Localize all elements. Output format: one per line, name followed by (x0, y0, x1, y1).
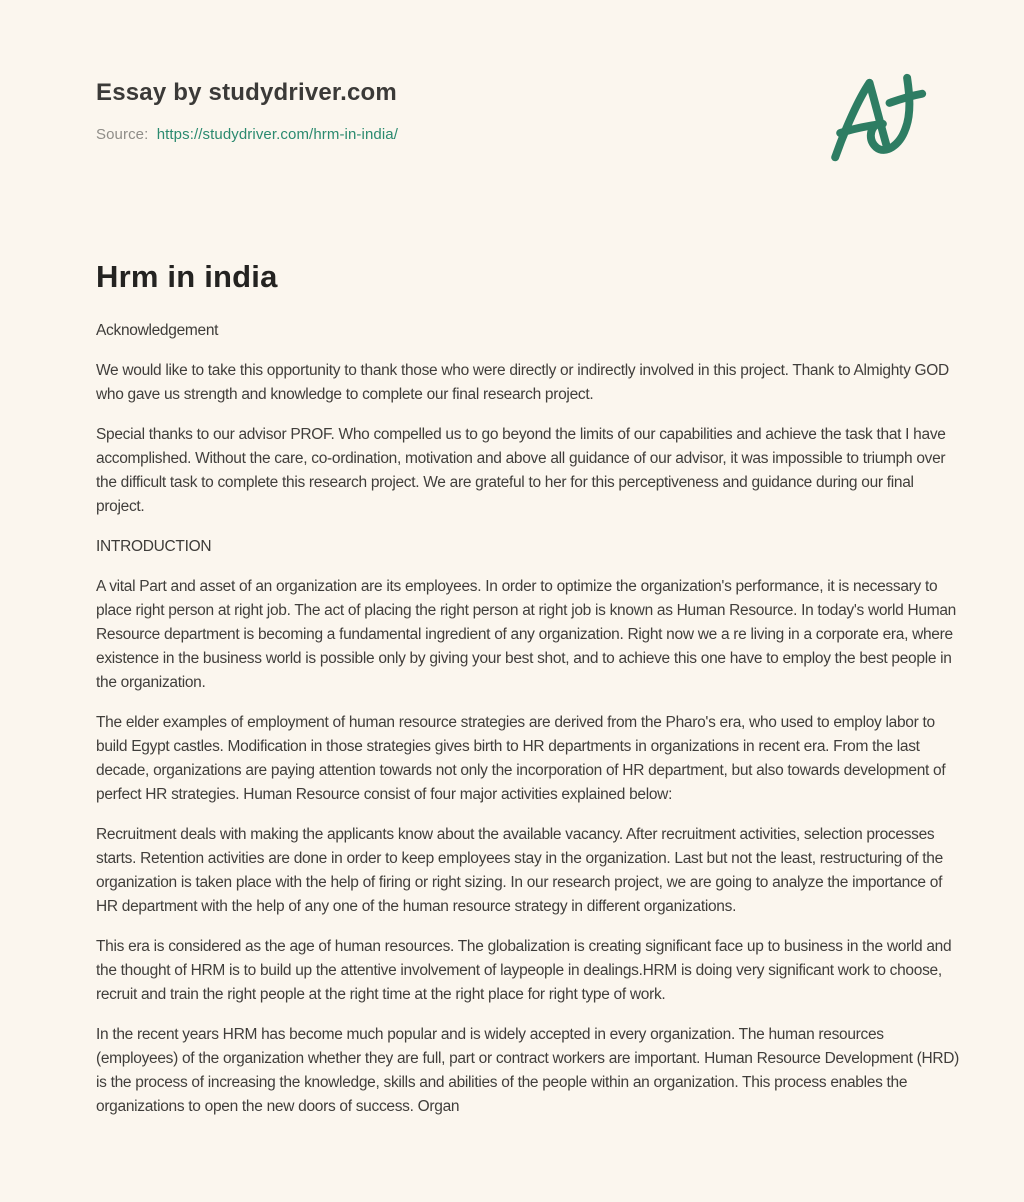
paragraph-introduction-4: This era is considered as the age of human resources. The globalization is creating significant face up to business in the world and the thought of HRM is to build up the attentive involvement of laypeople in dealings.HRM is doing very significant work to choose, recruit and train the right people at the right time at the right place for right type of work. (96, 938, 952, 1003)
paragraph-acknowledgement-2: Special thanks to our advisor PROF. Who compelled us to go beyond the limits of our capabilities and achieve the task that I have accomplished. Without the care, co-ordination, motivation and above all guidance of our advisor, it was impossible to triumph over the difficult task to complete this research project. We are grateful to her for this perceptiveness and guidance during our final project. (96, 426, 946, 515)
source-label: Source: (96, 126, 149, 143)
source-line (96, 125, 928, 145)
essay-body (96, 258, 960, 1119)
a-plus-logo-icon (824, 72, 930, 164)
section-heading-acknowledgement: Acknowledgement (96, 322, 219, 339)
paragraph-introduction-3: Recruitment deals with making the applicants know about the available vacancy. After recruitment activities, selection processes starts. Retention activities are done in order to keep employees stay in the organization. Last but not the least, restructuring of the organization is taken place with the help of firing or right sizing. In our research project, we are going to analyze the importance of HR department with the help of any one of the human resource strategy in different organizations. (96, 826, 943, 915)
paragraph-introduction-1: A vital Part and asset of an organization are its employees. In order to optimize the organization's performance, it is necessary to place right person at right job. The act of placing the right person at right job is known as Human Resource. In today's world Human Resource department is becoming a fundamental ingredient of any organization. Right now we a re living in a corporate era, where existence in the business world is possible only by giving your best shot, and to achieve this one have to employ the best people in the organization. (96, 578, 956, 691)
site-header-title: Essay by studydriver.com (96, 79, 397, 106)
essay-content (96, 319, 966, 1119)
paragraph-introduction-2: The elder examples of employment of human resource strategies are derived from the Pharo's era, who used to employ labor to build Egypt castles. Modification in those strategies gives birth to HR departments in organizations in recent era. From the last decade, organizations are paying attention towards not only the incorporation of HR department, but also towards development of perfect HR strategies. Human Resource consist of four major activities explained below: (96, 714, 946, 803)
source-url-link[interactable]: https://studydriver.com/hrm-in-india/ (156, 126, 398, 143)
section-heading-introduction: INTRODUCTION (96, 538, 212, 555)
page-header (96, 78, 928, 145)
paragraph-acknowledgement-1: We would like to take this opportunity to thank those who were directly or indirectly involved in this project. Thank to Almighty GOD who gave us strength and knowledge to complete our final research project. (96, 362, 949, 403)
paragraph-introduction-5-truncated: In the recent years HRM has become much popular and is widely accepted in every organization. The human resources (employees) of the organization whether they are full, part or contract workers are important. Human Resource Development (HRD) is the process of increasing the knowledge, skills and abilities of the people within an organization. This process enables the organizations to open the new doors of success. Organ (96, 1026, 960, 1115)
essay-title: Hrm in india (96, 259, 278, 294)
